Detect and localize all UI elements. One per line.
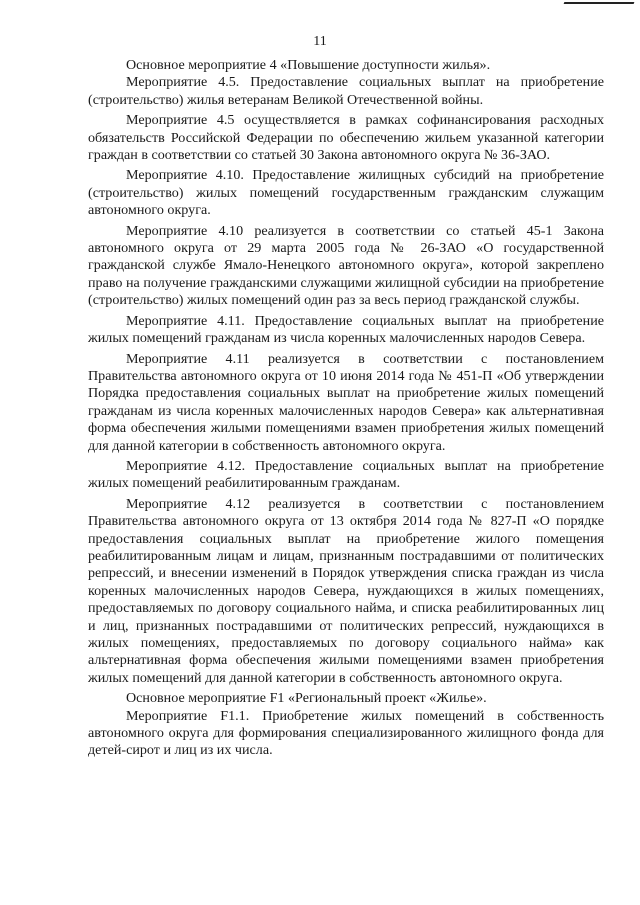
scan-mark: [564, 2, 635, 4]
document-body: [88, 57, 604, 760]
page-number: 11: [313, 34, 327, 49]
paragraph-activity-f1-1: Мероприятие F1.1. Приобретение жилых помещений в собственность автономного округа для формирования специализированного жилищного фонда для детей-сирот и лиц из их числа.: [88, 707, 604, 759]
paragraph-activity-4-12-description: Мероприятие 4.12 реализуется в соответствии с постановлением Правительства автономного округа от 13 октября 2014 года № 827-П «О порядке предоставления социальных выплат на приобретение жилого помещения реабилитированным лицам и лицам, признанным пострадавшими от политических репрессий, и внесении изменений в Порядок утверждения списка граждан из числа коренных малочисленных народов Севера, нуждающихся в жилых помещениях, предоставляемых по договору социального найма, и списка реабилитированных лиц и лиц, признанных пострадавшими от политических репрессий, нуждающихся в жилых помещениях, предоставляемых по договору социального найма» как альтернативная форма обеспечения жилыми помещениями взамен приобретения жилых помещений для данной категории в собственность автономного округа.: [88, 495, 604, 686]
paragraph-activity-4-10-description: Мероприятие 4.10 реализуется в соответствии со статьей 45-1 Закона автономного округа от 29 марта 2005 года № 26-ЗАО «О государственной гражданской службе Ямало-Ненецкого автономного округа», которой закреплено право на получение гражданскими служащими жилищной субсидии на приобретение (строительство) жилых помещений один раз за весь период гражданской службы.: [88, 222, 604, 309]
paragraph-activity-4-5-title: Мероприятие 4.5. Предоставление социальных выплат на приобретение (строительство) жилья ветеранам Великой Отечественной войны.: [88, 74, 604, 108]
paragraph-activity-4-11-title: Мероприятие 4.11. Предоставление социальных выплат на приобретение жилых помещений гражданам из числа коренных малочисленных народов Севера.: [88, 312, 604, 347]
paragraph-activity-4-12-title: Мероприятие 4.12. Предоставление социальных выплат на приобретение жилых помещений реабилитированным гражданам.: [88, 457, 604, 492]
paragraph-activity-4-11-description: Мероприятие 4.11 реализуется в соответствии с постановлением Правительства автономного округа от 10 июня 2014 года № 451-П «Об утверждении Порядка предоставления социальных выплат на приобретение жилых помещений гражданам из числа коренных малочисленных народов Севера» как альтернативная форма обеспечения жилыми помещениями взамен приобретения жилых помещений для данной категории в собственность автономного округа.: [88, 350, 604, 454]
paragraph-main-activity-4: Основное мероприятие 4 «Повышение доступности жилья».: [126, 57, 491, 73]
paragraph-activity-4-10-title: Мероприятие 4.10. Предоставление жилищных субсидий на приобретение (строительство) жилых помещений государственным гражданским служащим автономного округа.: [88, 167, 604, 219]
paragraph-activity-4-5-description: Мероприятие 4.5 осуществляется в рамках софинансирования расходных обязательств Российской Федерации по обеспечению жильем указанной категории граждан в соответствии со статьей 30 Закона автономного округа № 36-ЗАО.: [88, 112, 604, 164]
paragraph-main-activity-f1: Основное мероприятие F1 «Региональный проект «Жилье».: [126, 690, 487, 707]
